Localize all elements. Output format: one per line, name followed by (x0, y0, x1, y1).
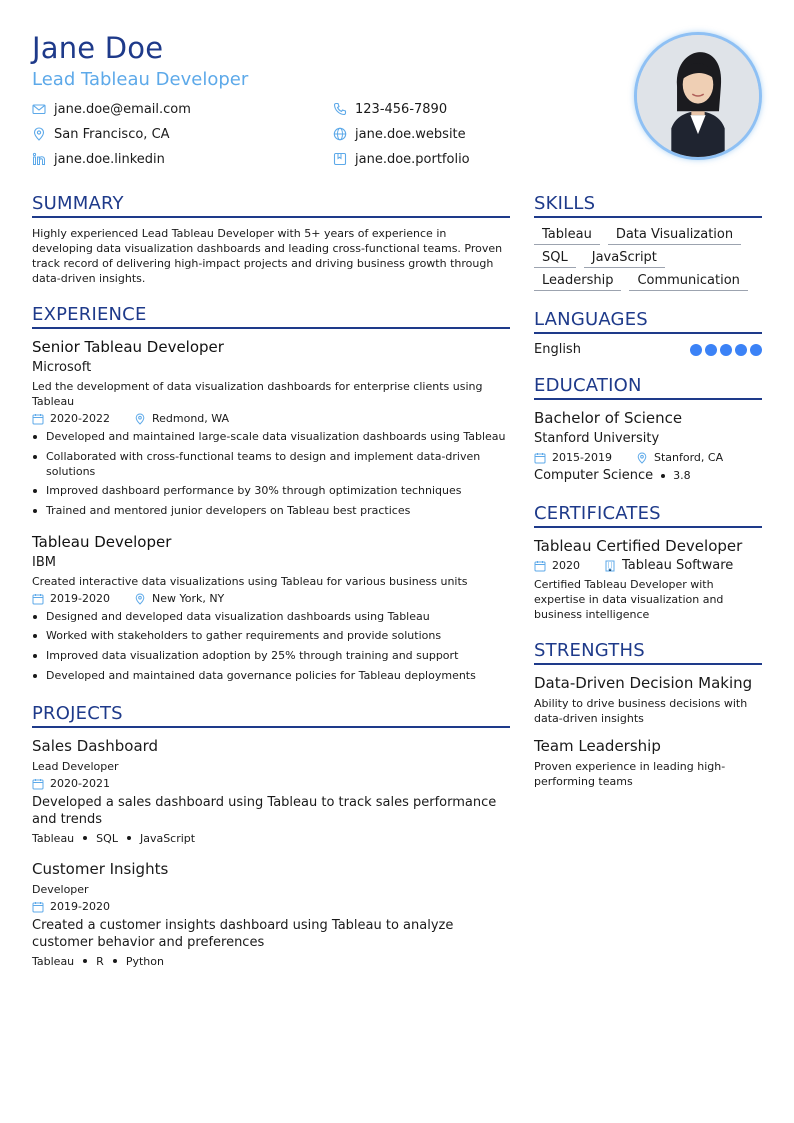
strength-description: Ability to drive business decisions with data-driven insights (534, 697, 748, 725)
job-location (134, 591, 224, 607)
job-company: IBM (32, 554, 56, 570)
project-dates (32, 899, 110, 915)
project-entry (32, 859, 510, 968)
linkedin-icon (32, 152, 46, 166)
right-column (534, 193, 762, 789)
education-dates-text: 2015-2019 (552, 451, 612, 464)
job-entry (32, 337, 510, 518)
calendar-icon (534, 560, 546, 572)
skill-tag: Tableau (534, 226, 600, 245)
contact-email[interactable] (32, 100, 191, 118)
strength-entry (534, 673, 762, 726)
contact-location (32, 125, 170, 143)
contact-portfolio-text: jane.doe.portfolio (355, 151, 470, 167)
location-pin-icon (134, 413, 146, 425)
skill-tag: Leadership (534, 272, 621, 291)
education-dates (534, 450, 612, 466)
job-dates-text: 2019-2020 (50, 591, 110, 605)
job-bullet: Trained and mentored junior developers on Tableau best practices (32, 503, 510, 518)
skills-heading: SKILLS (534, 193, 762, 218)
certificate-year (534, 558, 580, 574)
level-dot (690, 344, 702, 356)
job-company: Microsoft (32, 360, 92, 375)
project-tags (32, 832, 510, 845)
skill-tag: Data Visualization (608, 226, 741, 245)
separator-dot (83, 959, 87, 963)
separator-dot (661, 474, 665, 478)
strengths-section (534, 640, 762, 789)
location-pin-icon (32, 127, 46, 141)
contact-email-text: jane.doe@email.com (54, 101, 191, 117)
summary-section (32, 193, 510, 286)
projects-heading: PROJECTS (32, 703, 510, 728)
education-field-row (534, 468, 762, 483)
job-meta (32, 591, 510, 607)
experience-heading: EXPERIENCE (32, 304, 510, 329)
strength-description: Proven experience in leading high-performing teams (534, 760, 726, 788)
job-entry (32, 532, 510, 683)
job-dates-text: 2020-2022 (50, 412, 110, 425)
mail-icon (32, 102, 46, 116)
education-section (534, 375, 762, 483)
project-title: Sales Dashboard (32, 736, 159, 755)
job-location (134, 411, 229, 427)
certificate-name: Tableau Certified Developer (534, 537, 743, 555)
job-title: Tableau Developer (32, 532, 172, 551)
candidate-name: Jane Doe (32, 31, 164, 65)
separator-dot (127, 836, 131, 840)
project-description: Developed a sales dashboard using Tableau to track sales performance and trends (32, 794, 497, 827)
project-tags (32, 955, 510, 968)
project-tag: Tableau (32, 954, 75, 968)
education-location (636, 450, 723, 466)
location-pin-icon (636, 452, 648, 464)
strengths-heading: STRENGTHS (534, 640, 762, 665)
separator-dot (83, 836, 87, 840)
job-description: Created interactive data visualizations using Tableau for various business units (32, 574, 468, 588)
project-tag: JavaScript (139, 831, 196, 845)
job-bullet: Worked with stakeholders to gather requirements and provide solutions (32, 628, 510, 643)
job-bullet: Improved dashboard performance by 30% through optimization techniques (32, 483, 510, 498)
contact-website[interactable] (333, 125, 466, 143)
job-location-text: New York, NY (151, 591, 225, 605)
education-degree: Bachelor of Science (534, 409, 683, 427)
summary-heading: SUMMARY (32, 193, 510, 218)
phone-icon (333, 102, 347, 116)
left-column (32, 193, 510, 968)
project-meta (32, 776, 510, 792)
contact-portfolio[interactable] (333, 150, 470, 168)
calendar-icon (32, 593, 44, 605)
contact-phone[interactable] (333, 100, 447, 118)
strength-title: Data-Driven Decision Making (534, 674, 753, 692)
portfolio-icon (333, 152, 347, 166)
level-dot (735, 344, 747, 356)
job-bullet: Developed and maintained large-scale data visualization dashboards using Tableau (32, 429, 510, 444)
skill-tag: Communication (629, 272, 747, 291)
level-dot (750, 344, 762, 356)
certificate-issuer (604, 558, 733, 574)
job-bullet: Designed and developed data visualization dashboards using Tableau (32, 609, 510, 624)
project-role: Lead Developer (32, 759, 119, 773)
contact-website-text: jane.doe.website (355, 126, 466, 142)
education-school: Stanford University (534, 431, 660, 446)
calendar-icon (32, 413, 44, 425)
experience-section (32, 304, 510, 683)
calendar-icon (32, 901, 44, 913)
certificate-issuer-text: Tableau Software (622, 558, 734, 573)
profile-photo (634, 32, 762, 160)
globe-icon (333, 127, 347, 141)
level-dot (705, 344, 717, 356)
calendar-icon (32, 778, 44, 790)
job-dates (32, 591, 110, 607)
job-bullet: Improved data visualization adoption by 25% through training and support (32, 648, 510, 663)
project-dates-text: 2020-2021 (50, 776, 110, 790)
project-tag: Tableau (32, 831, 75, 845)
summary-text: Highly experienced Lead Tableau Developer with 5+ years of experience in developing data visualization dashboards and leading cross-functional teams. Proven track record of delivering high-impact projects and driving business growth through data-driven insights. (32, 227, 503, 285)
contact-linkedin[interactable] (32, 150, 165, 168)
job-bullet: Collaborated with cross-functional teams to design and implement data-driven solutions (32, 449, 510, 479)
education-gpa: 3.8 (673, 469, 691, 482)
certificate-description: Certified Tableau Developer with expertise in data visualization and business intelligence (534, 578, 724, 621)
resume-header (32, 30, 762, 180)
job-title: Senior Tableau Developer (32, 338, 224, 356)
education-meta (534, 450, 762, 466)
certificates-heading: CERTIFICATES (534, 503, 762, 528)
projects-section (32, 703, 510, 968)
job-bullets (32, 609, 510, 683)
certificate-meta (534, 558, 762, 574)
separator-dot (113, 959, 117, 963)
job-description: Led the development of data visualization dashboards for enterprise clients using Tableau (32, 380, 483, 408)
skills-list (534, 226, 762, 295)
languages-section (534, 309, 762, 357)
job-bullets (32, 429, 510, 518)
project-dates-text: 2019-2020 (50, 899, 110, 913)
skill-tag: JavaScript (584, 249, 665, 268)
contact-linkedin-text: jane.doe.linkedin (54, 151, 165, 167)
strength-title: Team Leadership (534, 737, 661, 755)
education-location-text: Stanford, CA (653, 451, 724, 464)
project-description: Created a customer insights dashboard using Tableau to analyze customer behavior and preferences (32, 917, 454, 950)
building-icon (604, 560, 616, 572)
candidate-role: Lead Tableau Developer (32, 69, 249, 90)
strength-entry (534, 736, 762, 789)
contact-phone-text: 123-456-7890 (355, 101, 448, 117)
job-meta (32, 411, 510, 427)
location-pin-icon (134, 593, 146, 605)
language-level-dots (687, 344, 762, 356)
skills-section (534, 193, 762, 295)
project-tag: Python (125, 954, 164, 968)
project-meta (32, 899, 510, 915)
education-heading: EDUCATION (534, 375, 762, 400)
job-location-text: Redmond, WA (151, 412, 230, 425)
project-dates (32, 776, 110, 792)
project-tag: SQL (96, 831, 118, 845)
project-title: Customer Insights (32, 859, 169, 878)
job-bullet: Developed and maintained data governance policies for Tableau deployments (32, 668, 510, 683)
level-dot (720, 344, 732, 356)
project-role: Developer (32, 882, 89, 896)
project-entry (32, 736, 510, 845)
education-field: Computer Science (534, 468, 654, 483)
skill-tag: SQL (534, 249, 576, 268)
contact-location-text: San Francisco, CA (54, 126, 170, 142)
certificates-section (534, 503, 762, 622)
language-name: English (534, 342, 581, 357)
languages-heading: LANGUAGES (534, 309, 762, 334)
project-tag: R (96, 954, 104, 968)
language-row (534, 342, 762, 357)
job-dates (32, 411, 110, 427)
calendar-icon (534, 452, 546, 464)
certificate-year-text: 2020 (552, 559, 580, 572)
